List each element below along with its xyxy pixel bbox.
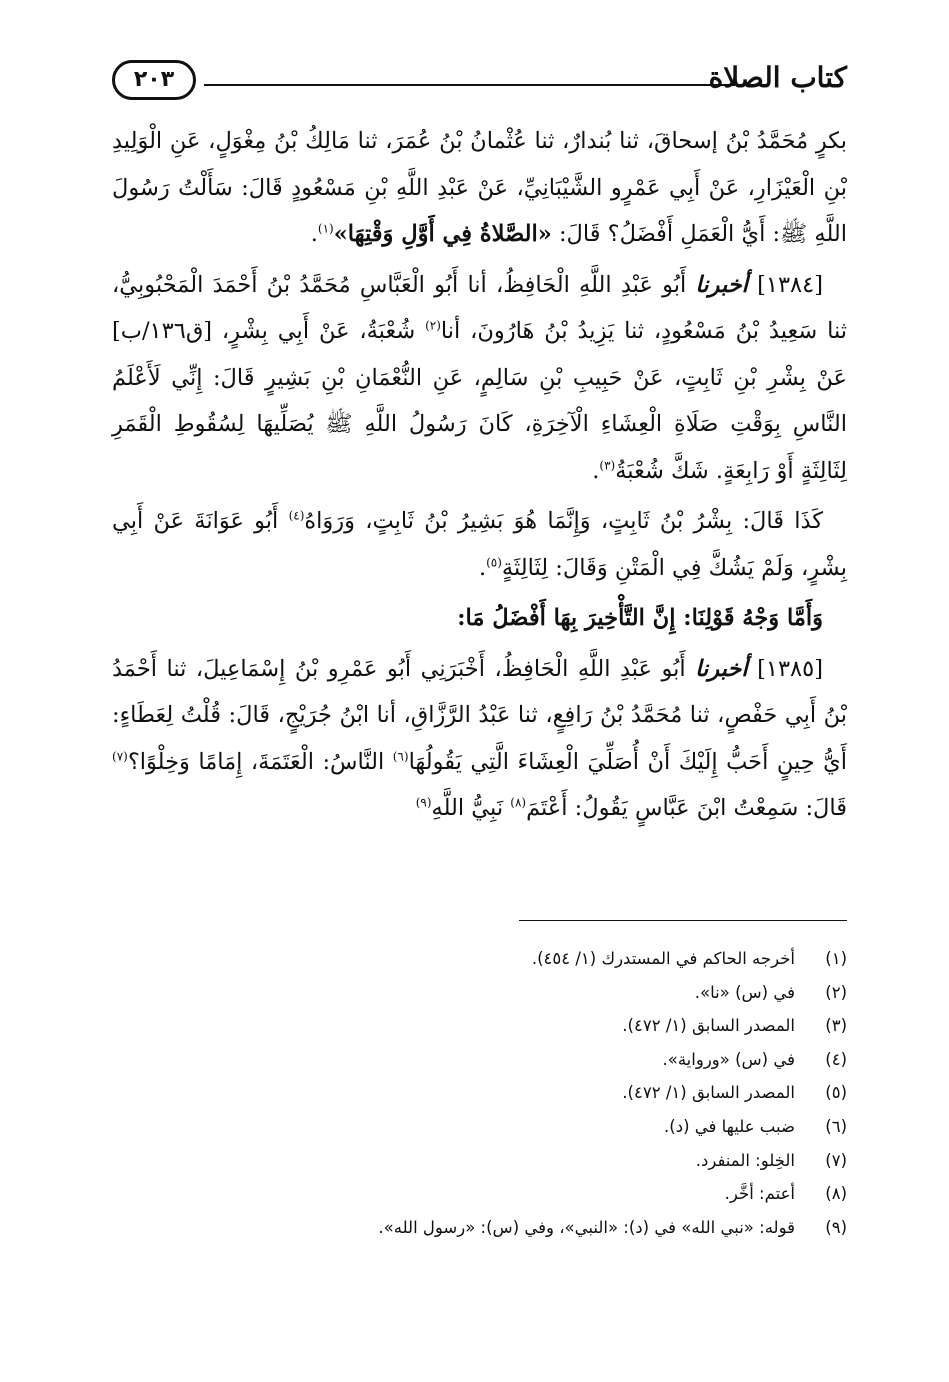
footnotes-list bbox=[207, 942, 847, 1244]
footnote-ref-4: (٤) bbox=[288, 508, 305, 523]
page-header bbox=[112, 58, 847, 108]
section-heading: وَأَمَّا وَجْهُ قَوْلِنَا: إِنَّ التَّأْخِيرَ بِهَا أَفْضَلُ مَا: bbox=[457, 605, 823, 631]
footnote-5 bbox=[207, 1076, 847, 1110]
footnote-3 bbox=[207, 1009, 847, 1043]
footnote-ref-5: (٥) bbox=[486, 555, 502, 569]
main-text bbox=[112, 118, 847, 832]
footnote-number: (٦) bbox=[825, 1116, 847, 1136]
footnote-ref-8: (٨) bbox=[510, 795, 527, 810]
footnote-text: ضبب عليها في (د). bbox=[664, 1116, 795, 1136]
footnote-number: (١) bbox=[825, 949, 847, 968]
footnote-ref-1: (١) bbox=[317, 221, 334, 236]
header-rule bbox=[204, 84, 735, 86]
footnote-2 bbox=[207, 976, 847, 1010]
footnote-6 bbox=[207, 1110, 847, 1144]
footnote-separator bbox=[519, 920, 847, 921]
footnote-8 bbox=[207, 1177, 847, 1211]
footnote-ref-6: (٦) bbox=[392, 749, 409, 763]
footnote-number: (٧) bbox=[825, 1150, 847, 1170]
footnote-ref-2: (٢) bbox=[425, 318, 441, 333]
footnote-number: (٥) bbox=[825, 1083, 847, 1103]
commentary-text: كَذَا قَالَ: بِشْرُ بْنُ ثَابِتٍ، وَإِنَّمَا هُوَ بَشِيرُ بْنُ ثَابِتٍ، وَرَوَاهُ bbox=[304, 508, 823, 534]
footnote-number: (٨) bbox=[825, 1184, 847, 1204]
footnote-text: الخِلو: المنفرد. bbox=[695, 1150, 795, 1170]
footnote-text: في (س) «نا». bbox=[694, 982, 795, 1002]
commentary-text-cont: أَبُو عَوَانَةَ عَنْ أَبِي بِشْرٍ، وَلَمْ يَشُكَّ فِي الْمَتْنِ وَقَالَ: لِثَالِثَةٍ bbox=[112, 508, 847, 581]
footnote-9 bbox=[207, 1211, 847, 1245]
footnote-text: المصدر السابق (١/ ٤٧٢). bbox=[622, 1083, 795, 1103]
hadith-quote: «الصَّلاةُ فِي أَوَّلِ وَقْتِهَا» bbox=[333, 221, 552, 247]
hadith-1385-text-d: نَبِيُّ اللَّهِ bbox=[431, 795, 504, 821]
hadith-1384: [١٣٨٤] أخبرنا أَبُو عَبْدِ اللَّهِ الْحَافِظُ، أنا أَبُو الْعَبَّاسِ مُحَمَّدُ بْنُ أَحْمَدَ الْمَحْبُوبِيُّ، ثنا سَعِيدُ بْنُ مَسْعُودٍ، ثنا يَزِيدُ بْنُ هَارُونَ، أنا$^{(٢)}$ شُعْبَةُ، عَنْ أَبِي بِشْرٍ، [ق١٣٦/ب] عَنْ بِشْرِ بْنِ ثَابِتٍ، عَنْ حَبِيبِ بْنِ سَالِمٍ، عَنِ النُّعْمَانِ بْنِ بَشِيرٍ قَالَ: إِنِّي لَأَعْلَمُ النَّاسِ بِوَقْتِ صَلَاةِ الْعِشَاءِ الْآخِرَةِ، كَانَ رَسُولُ اللَّهِ ﷺ يُصَلِّيهَا لِسُقُوطِ الْقَمَرِ لِثَالِثَةٍ أَوْ رَابِعَةٍ. شَكَّ شُعْبَةُ$^{(٣)}$. bbox=[112, 271, 847, 484]
paragraph-commentary: كَذَا قَالَ: بِشْرُ بْنُ ثَابِتٍ، وَإِنَّمَا هُوَ بَشِيرُ بْنُ ثَابِتٍ، وَرَوَاهُ$^{(٤)}$ أَبُو عَوَانَةَ عَنْ أَبِي بِشْرٍ، وَلَمْ يَشُكَّ فِي الْمَتْنِ وَقَالَ: لِثَالِثَةٍ$^{(٥)}$. bbox=[112, 508, 847, 581]
footnote-ref-7: (٧) bbox=[112, 749, 128, 763]
hadith-1384-text: أَبُو عَبْدِ اللَّهِ الْحَافِظُ، أنا أَبُو الْعَبَّاسِ مُحَمَّدُ بْنُ أَحْمَدَ الْمَحْبُوبِيُّ، ثنا سَعِيدُ بْنُ مَسْعُودٍ، ثنا يَزِيدُ بْنُ هَارُونَ، أنا bbox=[112, 271, 847, 344]
footnote-number: (٩) bbox=[825, 1217, 847, 1237]
hadith-1385-text-b: النَّاسُ: الْعَتَمَةَ، إِمَامًا وَخِلْوًا؟ bbox=[127, 748, 385, 775]
paragraph-1-text: بكرٍ مُحَمَّدُ بْنُ إسحاقَ، ثنا بُندارٌ، ثنا عُثْمانُ بْنُ عُمَرَ، ثنا مَالِكُ بْنُ مِغْوَلٍ، عَنِ الْوَلِيدِ بْنِ الْعَيْزَارِ، عَنْ أَبِي عَمْرٍو الشَّيْبَانِيِّ، عَنْ عَبْدِ اللَّهِ بْنِ مَسْعُودٍ قَالَ: سَأَلْتُ رَسُولَ اللَّهِ ﷺ: أَيُّ الْعَمَلِ أَفْضَلُ؟ قَالَ: bbox=[112, 128, 847, 247]
footnote-text: المصدر السابق (١/ ٤٧٢). bbox=[622, 1016, 795, 1036]
running-title: كتاب الصلاة bbox=[708, 61, 847, 94]
hadith-number-1384: [١٣٨٤] bbox=[757, 271, 824, 298]
footnote-4 bbox=[207, 1043, 847, 1077]
hadith-1385-text-c: قَالَ: سَمِعْتُ ابْنَ عَبَّاسٍ يَقُولُ: أَعْتَمَ bbox=[526, 795, 847, 821]
hadith-1384-text-cont: شُعْبَةُ، عَنْ أَبِي بِشْرٍ، [ق١٣٦/ب] عَنْ بِشْرِ بْنِ ثَابِتٍ، عَنْ حَبِيبِ بْنِ سَالِمٍ، عَنِ النُّعْمَانِ بْنِ بَشِيرٍ قَالَ: إِنِّي لَأَعْلَمُ النَّاسِ بِوَقْتِ صَلَاةِ الْعِشَاءِ الْآخِرَةِ، كَانَ رَسُولُ اللَّهِ ﷺ يُصَلِّيهَا لِسُقُوطِ الْقَمَرِ لِثَالِثَةٍ أَوْ رَابِعَةٍ. شَكَّ شُعْبَةُ bbox=[112, 318, 847, 484]
footnote-text: أخرجه الحاكم في المستدرك (١/ ٤٥٤). bbox=[531, 949, 795, 968]
footnote-text: في (س) «ورواية». bbox=[662, 1049, 795, 1069]
hadith-1385 bbox=[112, 646, 847, 832]
akhbarana-keyword: أخبرنا bbox=[695, 271, 748, 298]
page-number: ٢٠٣ bbox=[112, 60, 196, 100]
hadith-1385-text: أَبُو عَبْدِ اللَّهِ الْحَافِظُ، أَخْبَرَنِي أَبُو عَمْرِو بْنُ إِسْمَاعِيلَ، ثنا أَحْمَدُ بْنُ أَبِي حَفْصٍ، ثنا مُحَمَّدُ بْنُ رَافِعٍ، ثنا عَبْدُ الرَّزَّاقِ، أنا ابْنُ جُرَيْجٍ، قَالَ: قُلْتُ لِعَطَاءٍ: أَيُّ حِينٍ أَحَبُّ إِلَيْكَ أَنْ أُصَلِّيَ الْعِشَاءَ الَّتِي يَقُولُهَا bbox=[112, 655, 847, 775]
footnote-1 bbox=[207, 942, 847, 976]
hadith-number-1385: [١٣٨٥] bbox=[757, 655, 823, 682]
footnote-number: (٢) bbox=[825, 982, 847, 1002]
footnote-ref-3: (٣) bbox=[599, 458, 616, 472]
akhbarana-keyword-2: أخبرنا bbox=[695, 655, 748, 682]
footnote-number: (٤) bbox=[825, 1049, 847, 1069]
footnote-text: قوله: «نبي الله» في (د): «النبي»، وفي (س): «رسول الله». bbox=[378, 1217, 795, 1237]
footnote-text: أعتم: أخَّر. bbox=[724, 1184, 795, 1204]
paragraph-1: بكرٍ مُحَمَّدُ بْنُ إسحاقَ، ثنا بُندارٌ، ثنا عُثْمانُ بْنُ عُمَرَ، ثنا مَالِكُ بْنُ مِغْوَلٍ، عَنِ الْوَلِيدِ بْنِ الْعَيْزَارِ، عَنْ أَبِي عَمْرٍو الشَّيْبَانِيِّ، عَنْ عَبْدِ اللَّهِ بْنِ مَسْعُودٍ قَالَ: سَأَلْتُ رَسُولَ اللَّهِ ﷺ: أَيُّ الْعَمَلِ أَفْضَلُ؟ قَالَ: «الصَّلاةُ فِي أَوَّلِ وَقْتِهَا»$^{(١)}$. bbox=[112, 128, 847, 247]
footnote-number: (٣) bbox=[825, 1016, 847, 1036]
footnote-ref-9: (٩) bbox=[415, 795, 432, 810]
footnote-7 bbox=[207, 1144, 847, 1178]
